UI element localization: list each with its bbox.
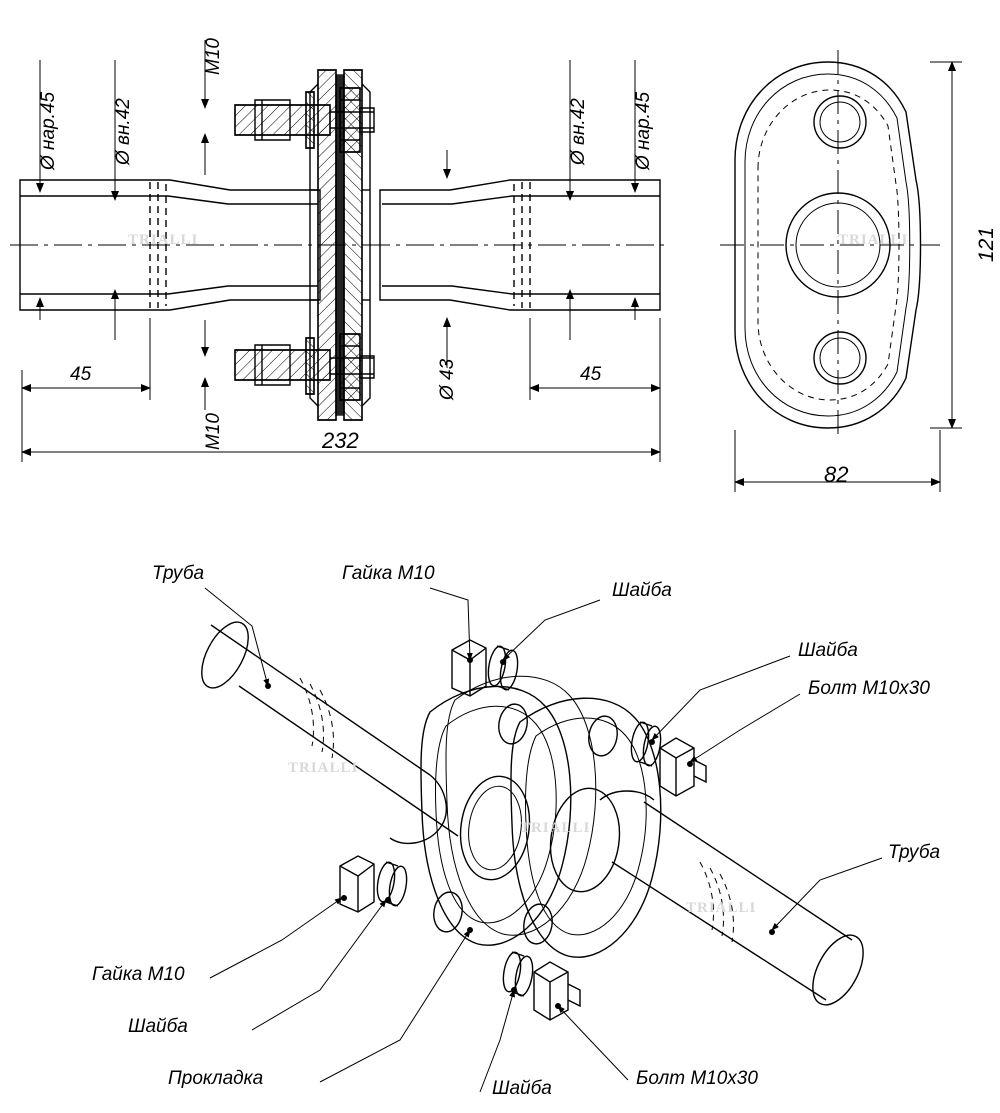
watermark-top-left: TRIALLI: [128, 232, 199, 248]
callout-bolt-right: Болт M10x30: [808, 678, 930, 699]
dim-thread-top: M10: [203, 38, 224, 75]
watermark-mid-right: TRIALLI: [686, 900, 757, 916]
callout-nut-bottom: Гайка M10: [92, 964, 185, 985]
dim-bore-diameter: Ø 43: [437, 358, 458, 400]
callout-washer-bottom: Шайба: [492, 1078, 552, 1099]
dim-length-left: 45: [70, 364, 92, 385]
dim-outer-diameter-right: Ø нар.45: [633, 91, 654, 170]
callout-nut-top: Гайка M10: [342, 563, 435, 584]
dim-inner-diameter-right: Ø вн.42: [568, 98, 589, 165]
callout-washer-bottom-left: Шайба: [128, 1016, 188, 1037]
dim-length-right: 45: [580, 364, 602, 385]
watermark-mid-left: TRIALLI: [288, 760, 359, 776]
watermark-top-right: TRIALLI: [838, 232, 909, 248]
callout-gasket: Прокладка: [168, 1068, 264, 1089]
dim-flange-width: 82: [824, 462, 849, 487]
callout-bolt-bottom: Болт M10x30: [636, 1068, 758, 1089]
callout-washer-right: Шайба: [798, 640, 858, 661]
callout-pipe-left: Труба: [152, 563, 205, 584]
callout-washer-top: Шайба: [612, 580, 672, 601]
dim-thread-bottom: M10: [203, 413, 224, 450]
watermark-center: TRIALLI: [520, 820, 591, 836]
dim-outer-diameter-left: Ø нар.45: [38, 91, 59, 170]
callout-pipe-right: Труба: [888, 842, 941, 863]
dim-inner-diameter-left: Ø вн.42: [113, 98, 134, 165]
dim-total-length: 232: [322, 428, 359, 453]
dim-flange-height: 121: [975, 226, 998, 262]
